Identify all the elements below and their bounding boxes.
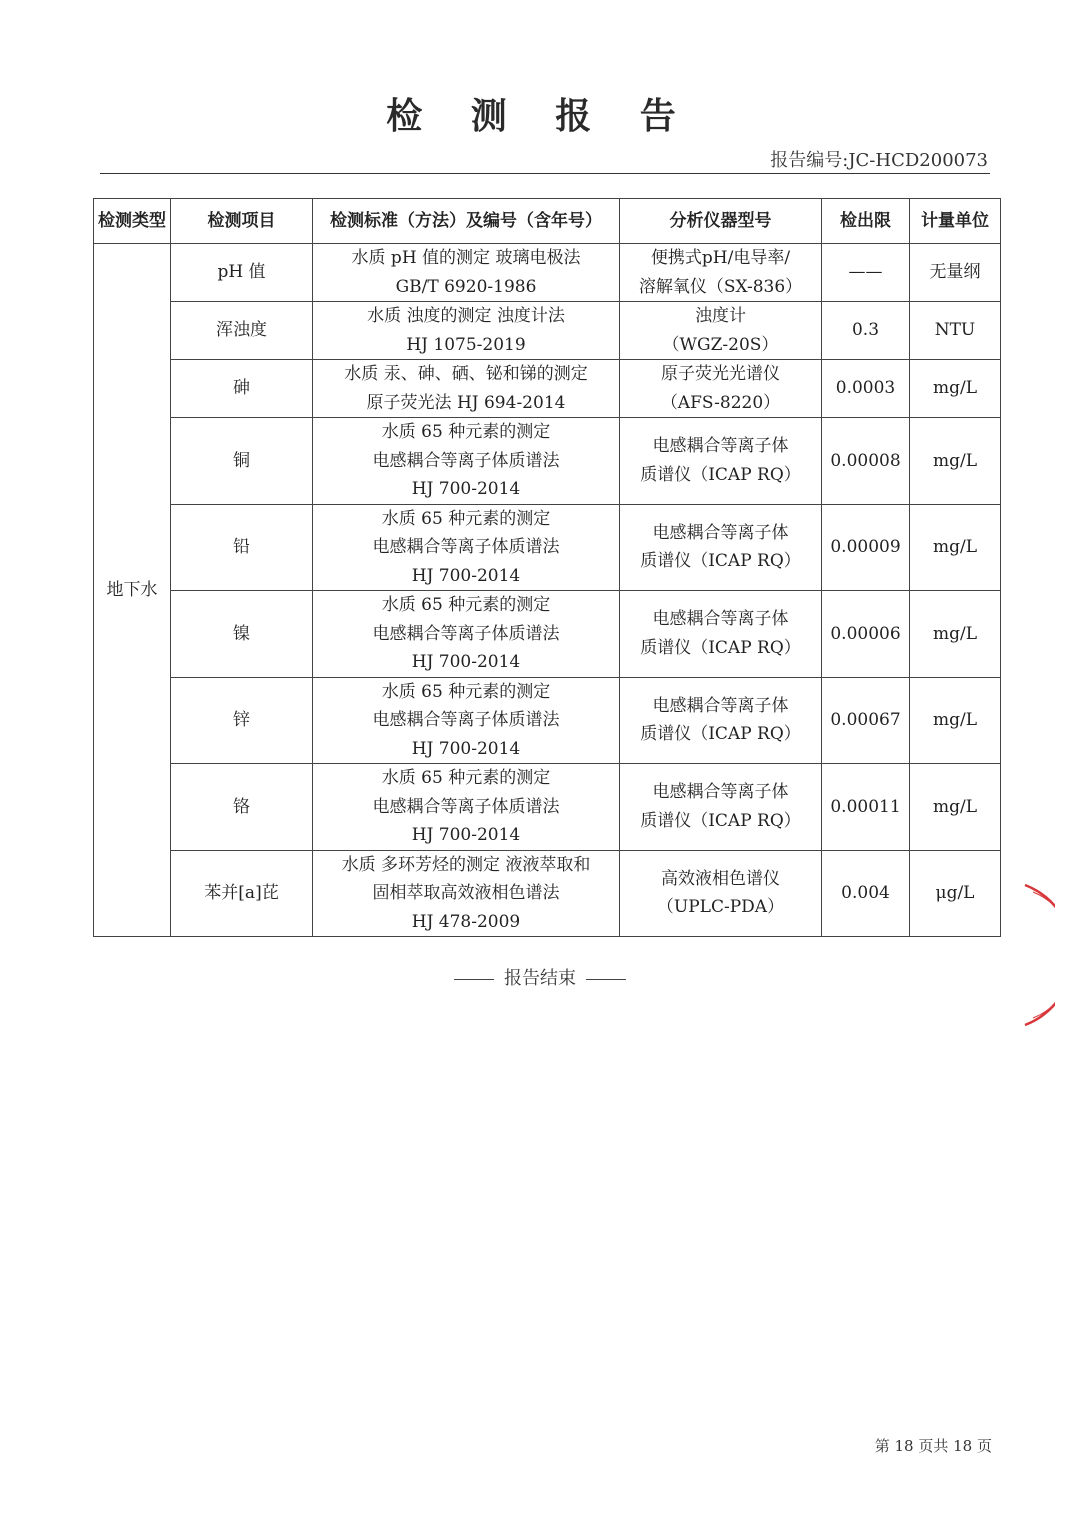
instrument-cell xyxy=(620,850,822,937)
test-item-cell: 铜 xyxy=(171,418,313,505)
table-row xyxy=(94,677,1001,764)
standard-line: 水质 浊度的测定 浊度计法 xyxy=(367,306,565,326)
standard-line: 电感耦合等离子体质谱法 xyxy=(372,450,560,471)
detection-limit-cell: 0.00067 xyxy=(822,677,910,764)
unit-cell: mg/L xyxy=(910,677,1001,764)
standard-line: 电感耦合等离子体质谱法 xyxy=(372,710,560,730)
standard-line: 水质 65 种元素的测定 xyxy=(381,768,551,788)
unit-cell: NTU xyxy=(910,302,1001,360)
instrument-line: 溶解氧仪（SX-836） xyxy=(638,276,803,297)
standard-line: 电感耦合等离子体质谱法 xyxy=(372,537,560,557)
unit-cell: 无量纲 xyxy=(910,244,1001,302)
detection-limit-cell: 0.0003 xyxy=(822,360,910,418)
instrument-line: 质谱仪（ICAP RQ） xyxy=(640,637,801,658)
table-row xyxy=(94,244,1001,302)
detection-limit-cell: 0.00006 xyxy=(822,591,910,678)
standard-line: 水质 65 种元素的测定 xyxy=(381,508,551,529)
instrument-line: 电感耦合等离子体 xyxy=(652,782,789,803)
test-results-table xyxy=(93,198,1001,937)
unit-cell: mg/L xyxy=(910,418,1001,505)
header-standard: 检测标准（方法）及编号（含年号） xyxy=(313,199,620,244)
detection-limit-cell: 0.00009 xyxy=(822,504,910,591)
standard-line: 电感耦合等离子体质谱法 xyxy=(372,623,560,644)
page-number: 第 18 页共 18 页 xyxy=(874,1437,992,1455)
standard-cell xyxy=(313,850,620,937)
table-row xyxy=(94,504,1001,591)
standard-line: 水质 65 种元素的测定 xyxy=(381,422,551,442)
report-end-text: 报告结束 xyxy=(504,968,576,989)
standard-line: 水质 多环芳烃的测定 液液萃取和 xyxy=(341,854,591,875)
test-type-cell: 地下水 xyxy=(94,244,171,937)
instrument-cell xyxy=(620,418,822,505)
unit-cell: mg/L xyxy=(910,591,1001,678)
test-item-cell: pH 值 xyxy=(171,244,313,302)
instrument-line: 质谱仪（ICAP RQ） xyxy=(640,724,801,745)
end-dash-left xyxy=(454,979,494,980)
instrument-line: （UPLC-PDA） xyxy=(656,897,785,918)
detection-limit-cell: 0.004 xyxy=(822,850,910,937)
instrument-cell xyxy=(620,591,822,678)
standard-cell xyxy=(313,360,620,418)
instrument-line: 浊度计 xyxy=(695,306,746,326)
standard-cell xyxy=(313,764,620,851)
instrument-line: 质谱仪（ICAP RQ） xyxy=(640,810,801,831)
header-test-item: 检测项目 xyxy=(171,199,313,244)
standard-line: 水质 汞、砷、硒、铋和锑的测定 xyxy=(344,364,588,384)
header-divider xyxy=(100,173,990,174)
test-item-cell: 镍 xyxy=(171,591,313,678)
test-item-cell: 苯并[a]芘 xyxy=(171,850,313,937)
instrument-cell xyxy=(620,677,822,764)
instrument-line: 质谱仪（ICAP RQ） xyxy=(640,551,801,572)
standard-cell xyxy=(313,244,620,302)
header-instrument: 分析仪器型号 xyxy=(620,199,822,244)
standard-cell xyxy=(313,504,620,591)
instrument-line: （WGZ-20S） xyxy=(662,334,779,355)
standard-line: 水质 pH 值的测定 玻璃电极法 xyxy=(351,248,581,268)
table-row xyxy=(94,591,1001,678)
standard-line: 电感耦合等离子体质谱法 xyxy=(372,796,560,817)
test-item-cell: 铅 xyxy=(171,504,313,591)
standard-line: HJ 700-2014 xyxy=(411,738,521,759)
unit-cell: μg/L xyxy=(910,850,1001,937)
instrument-line: 原子荧光光谱仪 xyxy=(661,364,780,384)
instrument-line: 电感耦合等离子体 xyxy=(652,436,789,457)
header-unit: 计量单位 xyxy=(910,199,1001,244)
instrument-line: 电感耦合等离子体 xyxy=(652,609,789,630)
instrument-line: 电感耦合等离子体 xyxy=(652,522,789,543)
standard-line: GB/T 6920-1986 xyxy=(395,276,537,297)
standard-line: HJ 700-2014 xyxy=(411,652,521,672)
instrument-cell xyxy=(620,302,822,360)
standard-line: HJ 700-2014 xyxy=(411,565,521,586)
standard-cell xyxy=(313,418,620,505)
test-item-cell: 砷 xyxy=(171,360,313,418)
test-item-cell: 锌 xyxy=(171,677,313,764)
test-item-cell: 铬 xyxy=(171,764,313,851)
standard-line: HJ 700-2014 xyxy=(411,479,521,499)
report-number: 报告编号:JC-HCD200073 xyxy=(770,150,988,171)
instrument-cell xyxy=(620,244,822,302)
table-row xyxy=(94,418,1001,505)
test-item-cell: 浑浊度 xyxy=(171,302,313,360)
end-dash-right xyxy=(586,979,626,980)
unit-cell: mg/L xyxy=(910,764,1001,851)
standard-line: 水质 65 种元素的测定 xyxy=(381,681,551,702)
instrument-line: （AFS-8220） xyxy=(660,392,781,413)
standard-line: 水质 65 种元素的测定 xyxy=(381,595,551,615)
table-row xyxy=(94,360,1001,418)
standard-line: 原子荧光法 HJ 694-2014 xyxy=(366,392,566,413)
detection-limit-cell: —— xyxy=(822,244,910,302)
detection-limit-cell: 0.00008 xyxy=(822,418,910,505)
detection-limit-cell: 0.3 xyxy=(822,302,910,360)
standard-cell xyxy=(313,677,620,764)
standard-cell xyxy=(313,591,620,678)
table-row xyxy=(94,850,1001,937)
table-header-row xyxy=(94,199,1001,244)
header-detection-limit: 检出限 xyxy=(822,199,910,244)
table-row xyxy=(94,302,1001,360)
instrument-cell xyxy=(620,360,822,418)
instrument-line: 便携式pH/电导率/ xyxy=(650,248,791,268)
instrument-line: 质谱仪（ICAP RQ） xyxy=(640,464,801,485)
standard-cell xyxy=(313,302,620,360)
seal-stamp xyxy=(995,880,1055,1030)
report-title: 检 测 报 告 xyxy=(386,96,694,137)
instrument-cell xyxy=(620,504,822,591)
seal-stamp-icon xyxy=(995,880,1055,1030)
instrument-cell xyxy=(620,764,822,851)
unit-cell: mg/L xyxy=(910,504,1001,591)
unit-cell: mg/L xyxy=(910,360,1001,418)
table-row xyxy=(94,764,1001,851)
report-end-note xyxy=(0,964,1080,990)
detection-limit-cell: 0.00011 xyxy=(822,764,910,851)
header-test-type: 检测类型 xyxy=(94,199,171,244)
instrument-line: 高效液相色谱仪 xyxy=(661,868,780,889)
standard-line: HJ 478-2009 xyxy=(411,911,521,932)
standard-line: HJ 700-2014 xyxy=(411,825,521,845)
standard-line: HJ 1075-2019 xyxy=(406,334,526,355)
standard-line: 固相萃取高效液相色谱法 xyxy=(372,883,560,903)
instrument-line: 电感耦合等离子体 xyxy=(652,695,789,716)
